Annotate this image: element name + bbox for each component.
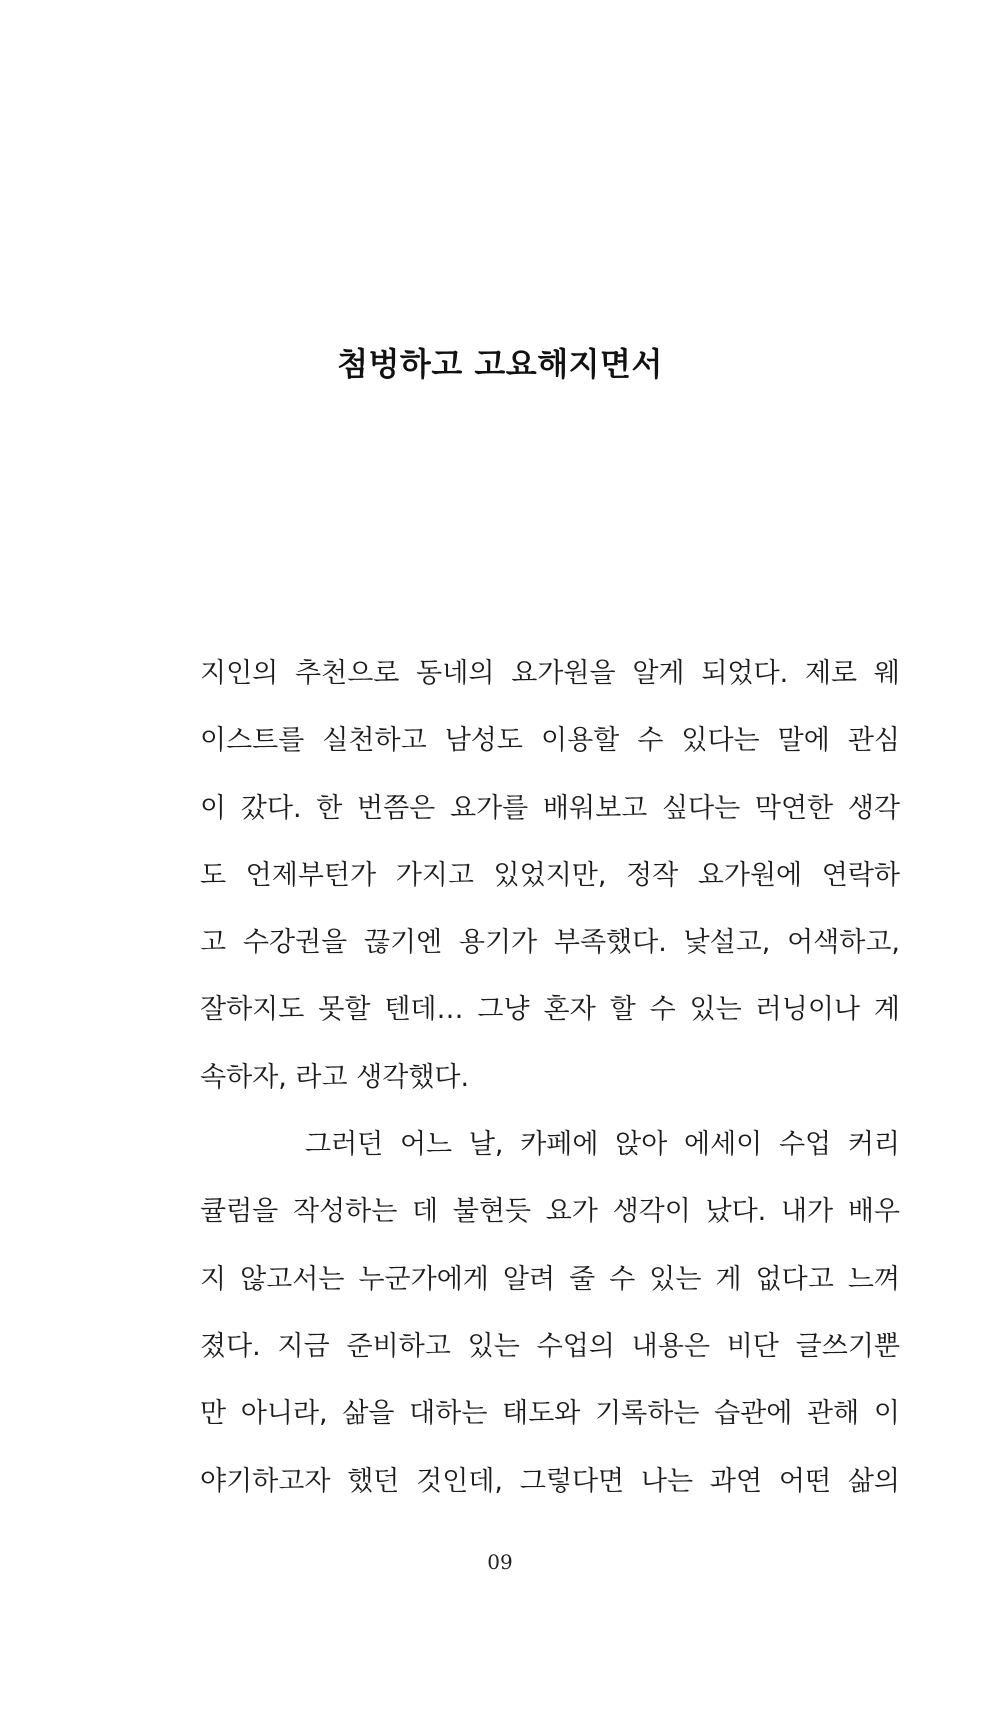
body-line-6: 잘하지도 못할 텐데… 그냥 혼자 할 수 있는 러닝이나 계 <box>200 994 900 1026</box>
body-line-5: 고 수강권을 끊기엔 용기가 부족했다. 낯설고, 어색하고, <box>200 927 900 959</box>
body-line-8: 그러던 어느 날, 카페에 앉아 에세이 수업 커리 <box>305 1129 900 1161</box>
body-line-3: 이 갔다. 한 번쯤은 요가를 배워보고 싶다는 막연한 생각 <box>200 792 900 824</box>
body-line-13: 야기하고자 했던 것인데, 그렇다면 나는 과연 어떤 삶의 <box>200 1465 900 1497</box>
body-line-12: 만 아니라, 삶을 대하는 태도와 기록하는 습관에 관해 이 <box>200 1398 900 1430</box>
body-line-2: 이스트를 실천하고 남성도 이용할 수 있다는 말에 관심 <box>200 725 900 757</box>
page-number: 09 <box>487 1550 513 1574</box>
body-line-11: 졌다. 지금 준비하고 있는 수업의 내용은 비단 글쓰기뿐 <box>200 1330 900 1362</box>
chapter-title: 첨벙하고 고요해지면서 <box>337 345 663 383</box>
body-line-10: 지 않고서는 누군가에게 알려 줄 수 있는 게 없다고 느껴 <box>200 1263 900 1295</box>
body-line-9: 큘럼을 작성하는 데 불현듯 요가 생각이 났다. 내가 배우 <box>200 1196 900 1228</box>
body-line-1: 지인의 추천으로 동네의 요가원을 알게 되었다. 제로 웨 <box>200 658 900 689</box>
body-line-4: 도 언제부턴가 가지고 있었지만, 정작 요가원에 연락하 <box>200 859 900 891</box>
body-paragraphs <box>200 640 900 1515</box>
body-line-7: 속하자, 라고 생각했다. <box>200 1061 470 1093</box>
